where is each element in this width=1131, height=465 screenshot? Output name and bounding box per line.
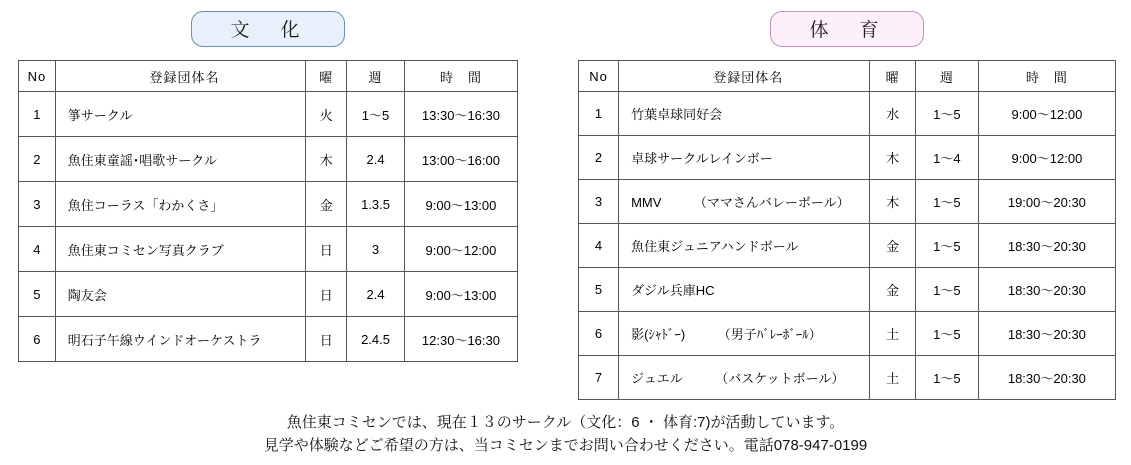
- cell-day: 日: [306, 227, 347, 272]
- cell-day: 木: [870, 180, 916, 224]
- cell-time: 9:00～13:00: [404, 182, 517, 227]
- sports-table-body: [579, 92, 1116, 400]
- cell-time: 18:30～20:30: [978, 312, 1115, 356]
- table-row: [19, 272, 518, 317]
- sports-panel: [578, 0, 1116, 400]
- table-row: [579, 180, 1116, 224]
- cell-time: 13:00～16:00: [404, 137, 517, 182]
- sports-title-wrap: [578, 11, 1116, 47]
- cell-day: 日: [306, 272, 347, 317]
- cell-no: 5: [19, 272, 56, 317]
- column-header-name: 登録団体名: [55, 61, 306, 92]
- cell-week: 1～5: [916, 356, 979, 400]
- cell-time: 13:30～16:30: [404, 92, 517, 137]
- column-header-no: No: [19, 61, 56, 92]
- culture-table-head: [19, 61, 518, 92]
- table-row: [19, 182, 518, 227]
- cell-day: 金: [870, 268, 916, 312]
- cell-week: 1～5: [916, 268, 979, 312]
- column-header-name: 登録団体名: [619, 61, 870, 92]
- cell-week: 1～5: [916, 224, 979, 268]
- cell-no: 1: [19, 92, 56, 137]
- cell-week: 1～5: [916, 92, 979, 136]
- cell-day: 土: [870, 312, 916, 356]
- sports-section-title: 体 育: [770, 11, 924, 47]
- column-header-day: 曜: [870, 61, 916, 92]
- cell-day: 日: [306, 317, 347, 362]
- table-header-row: [19, 61, 518, 92]
- cell-day: 水: [870, 92, 916, 136]
- footer-line-1: 魚住東コミセンでは、現在１３のサークル（文化：6 ・ 体育:7)が活動しています。: [286, 413, 845, 431]
- culture-table: [18, 60, 518, 362]
- cell-name: 陶友会: [55, 272, 306, 317]
- cell-no: 7: [579, 356, 619, 400]
- footer-line-2: 見学や体験などご希望の方は、当コミセンまでお問い合わせください。電話078-947-0199: [263, 436, 868, 454]
- table-row: [579, 356, 1116, 400]
- cell-time: 19:00～20:30: [978, 180, 1115, 224]
- cell-time: 9:00～12:00: [978, 136, 1115, 180]
- cell-name: 影(ｼｬﾄﾞｰ) （男子ﾊﾞﾚｰﾎﾞｰﾙ）: [619, 312, 870, 356]
- cell-week: 1～5: [916, 312, 979, 356]
- column-header-week: 週: [347, 61, 405, 92]
- cell-name: 魚住東ジュニアハンドボール: [619, 224, 870, 268]
- cell-name: 魚住東童謡･唱歌サークル: [55, 137, 306, 182]
- cell-name: 魚住コーラス「わかくさ」: [55, 182, 306, 227]
- cell-name: ダジル兵庫HC: [619, 268, 870, 312]
- table-row: [19, 137, 518, 182]
- cell-time: 9:00～12:00: [978, 92, 1115, 136]
- sports-table: [578, 60, 1116, 400]
- cell-time: 18:30～20:30: [978, 268, 1115, 312]
- cell-week: 2.4.5: [347, 317, 405, 362]
- table-row: [579, 224, 1116, 268]
- cell-no: 2: [19, 137, 56, 182]
- cell-no: 1: [579, 92, 619, 136]
- cell-time: 18:30～20:30: [978, 356, 1115, 400]
- column-header-day: 曜: [306, 61, 347, 92]
- cell-no: 3: [579, 180, 619, 224]
- cell-day: 木: [870, 136, 916, 180]
- table-row: [579, 92, 1116, 136]
- cell-time: 9:00～13:00: [404, 272, 517, 317]
- cell-time: 18:30～20:30: [978, 224, 1115, 268]
- cell-day: 金: [306, 182, 347, 227]
- cell-day: 金: [870, 224, 916, 268]
- column-header-week: 週: [916, 61, 979, 92]
- culture-panel: [18, 0, 518, 362]
- column-header-no: No: [579, 61, 619, 92]
- cell-week: 1～4: [916, 136, 979, 180]
- cell-name: MMV （ママさんバレーボール）: [619, 180, 870, 224]
- cell-time: 12:30～16:30: [404, 317, 517, 362]
- cell-week: 2.4: [347, 272, 405, 317]
- table-row: [579, 268, 1116, 312]
- column-header-time: 時 間: [978, 61, 1115, 92]
- cell-no: 3: [19, 182, 56, 227]
- culture-title-wrap: [18, 11, 518, 47]
- cell-day: 火: [306, 92, 347, 137]
- cell-name: 箏サークル: [55, 92, 306, 137]
- culture-section-title: 文 化: [191, 11, 345, 47]
- cell-name: 明石子午線ウインドオーケストラ: [55, 317, 306, 362]
- column-header-time: 時 間: [404, 61, 517, 92]
- cell-day: 土: [870, 356, 916, 400]
- cell-no: 6: [19, 317, 56, 362]
- cell-day: 木: [306, 137, 347, 182]
- cell-time: 9:00～12:00: [404, 227, 517, 272]
- cell-week: 3: [347, 227, 405, 272]
- cell-week: 1.3.5: [347, 182, 405, 227]
- sports-table-head: [579, 61, 1116, 92]
- cell-name: 卓球サークルレインボー: [619, 136, 870, 180]
- cell-week: 1～5: [347, 92, 405, 137]
- cell-no: 5: [579, 268, 619, 312]
- cell-name: ジュエル （バスケットボール）: [619, 356, 870, 400]
- cell-name: 竹葉卓球同好会: [619, 92, 870, 136]
- cell-week: 2.4: [347, 137, 405, 182]
- table-row: [579, 136, 1116, 180]
- culture-table-body: [19, 92, 518, 362]
- cell-no: 6: [579, 312, 619, 356]
- cell-week: 1～5: [916, 180, 979, 224]
- footer-note: [0, 411, 1131, 458]
- table-row: [579, 312, 1116, 356]
- cell-no: 4: [19, 227, 56, 272]
- table-row: [19, 317, 518, 362]
- table-header-row: [579, 61, 1116, 92]
- table-row: [19, 227, 518, 272]
- table-row: [19, 92, 518, 137]
- cell-name: 魚住東コミセン写真クラブ: [55, 227, 306, 272]
- cell-no: 4: [579, 224, 619, 268]
- cell-no: 2: [579, 136, 619, 180]
